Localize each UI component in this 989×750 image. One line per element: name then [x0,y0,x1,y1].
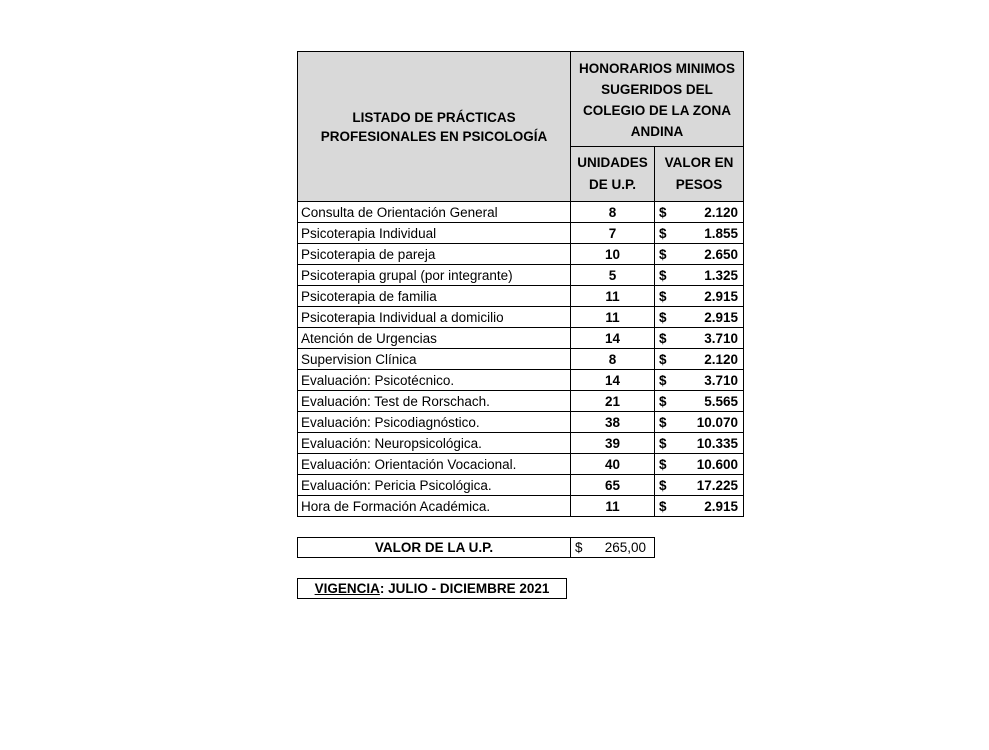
currency-symbol: $ [659,309,667,325]
price-cell [655,307,744,328]
practice-name: Evaluación: Orientación Vocacional. [298,454,571,475]
price-value: 17.225 [696,477,738,493]
price-value: 5.565 [704,393,738,409]
currency-symbol: $ [659,393,667,409]
units-value: 8 [571,349,655,370]
table-row [298,265,744,286]
table-row [298,223,744,244]
price-cell [655,475,744,496]
practice-name: Evaluación: Pericia Psicológica. [298,475,571,496]
currency-symbol: $ [659,267,667,283]
currency-symbol: $ [659,456,667,472]
currency-symbol: $ [659,372,667,388]
practice-name: Psicoterapia grupal (por integrante) [298,265,571,286]
price-cell [655,223,744,244]
table-row [298,433,744,454]
units-value: 11 [571,496,655,517]
currency-symbol: $ [659,246,667,262]
price-value: 3.710 [704,372,738,388]
units-column-header: UNIDADES DE U.P. [571,147,655,202]
up-value-amount: 265,00 [604,540,646,555]
table-row [298,391,744,412]
units-value: 11 [571,286,655,307]
table-row [298,412,744,433]
units-value: 21 [571,391,655,412]
table-row [298,328,744,349]
practice-name: Psicoterapia Individual a domicilio [298,307,571,328]
price-value: 2.915 [704,498,738,514]
practice-name: Psicoterapia de familia [298,286,571,307]
price-value: 1.325 [704,267,738,283]
units-value: 38 [571,412,655,433]
units-value: 10 [571,244,655,265]
price-value: 2.120 [704,204,738,220]
price-cell [655,433,744,454]
units-value: 5 [571,265,655,286]
currency-symbol: $ [659,477,667,493]
currency-symbol: $ [659,288,667,304]
units-value: 65 [571,475,655,496]
price-cell [655,265,744,286]
price-value: 3.710 [704,330,738,346]
price-cell [655,412,744,433]
up-currency-symbol: $ [575,540,583,555]
practice-name: Evaluación: Psicodiagnóstico. [298,412,571,433]
price-cell [655,202,744,223]
practice-name: Atención de Urgencias [298,328,571,349]
fees-table [297,51,744,517]
practice-name: Evaluación: Psicotécnico. [298,370,571,391]
currency-symbol: $ [659,435,667,451]
practice-name: Psicoterapia Individual [298,223,571,244]
validity-label: VIGENCIA [314,581,380,596]
currency-symbol: $ [659,225,667,241]
up-value-box [297,537,655,558]
table-row [298,286,744,307]
price-cell [655,370,744,391]
table-row [298,244,744,265]
practice-name: Hora de Formación Académica. [298,496,571,517]
table-row [298,475,744,496]
units-value: 40 [571,454,655,475]
currency-symbol: $ [659,330,667,346]
up-value-label: VALOR DE LA U.P. [298,538,571,558]
practice-name: Evaluación: Test de Rorschach. [298,391,571,412]
units-value: 11 [571,307,655,328]
table-row [298,202,744,223]
price-cell [655,391,744,412]
price-value: 10.600 [696,456,738,472]
header-row-1 [298,52,744,147]
units-value: 7 [571,223,655,244]
practices-list-title: LISTADO DE PRÁCTICAS PROFESIONALES EN PSICOLOGÍA [298,52,571,202]
price-cell [655,244,744,265]
practice-name: Evaluación: Neuropsicológica. [298,433,571,454]
table-row [298,496,744,517]
price-value: 2.120 [704,351,738,367]
table-row [298,454,744,475]
units-value: 8 [571,202,655,223]
table-row [298,370,744,391]
practice-name: Consulta de Orientación General [298,202,571,223]
price-cell [655,328,744,349]
units-value: 39 [571,433,655,454]
price-cell [655,454,744,475]
price-cell [655,349,744,370]
validity-value: : JULIO - DICIEMBRE 2021 [379,581,550,596]
practice-name: Supervision Clínica [298,349,571,370]
currency-symbol: $ [659,351,667,367]
currency-symbol: $ [659,414,667,430]
price-value: 2.650 [704,246,738,262]
validity-box [297,578,567,599]
price-value: 1.855 [704,225,738,241]
price-value: 10.070 [696,414,738,430]
price-value: 2.915 [704,309,738,325]
table-row [298,349,744,370]
value-column-header: VALOR EN PESOS [655,147,744,202]
practice-name: Psicoterapia de pareja [298,244,571,265]
fees-title: HONORARIOS MINIMOS SUGERIDOS DEL COLEGIO DE LA ZONA ANDINA [571,52,744,147]
up-value-cell [571,538,655,558]
price-cell [655,286,744,307]
table-row [298,307,744,328]
currency-symbol: $ [659,498,667,514]
price-cell [655,496,744,517]
price-value: 10.335 [696,435,738,451]
currency-symbol: $ [659,204,667,220]
units-value: 14 [571,328,655,349]
price-value: 2.915 [704,288,738,304]
units-value: 14 [571,370,655,391]
